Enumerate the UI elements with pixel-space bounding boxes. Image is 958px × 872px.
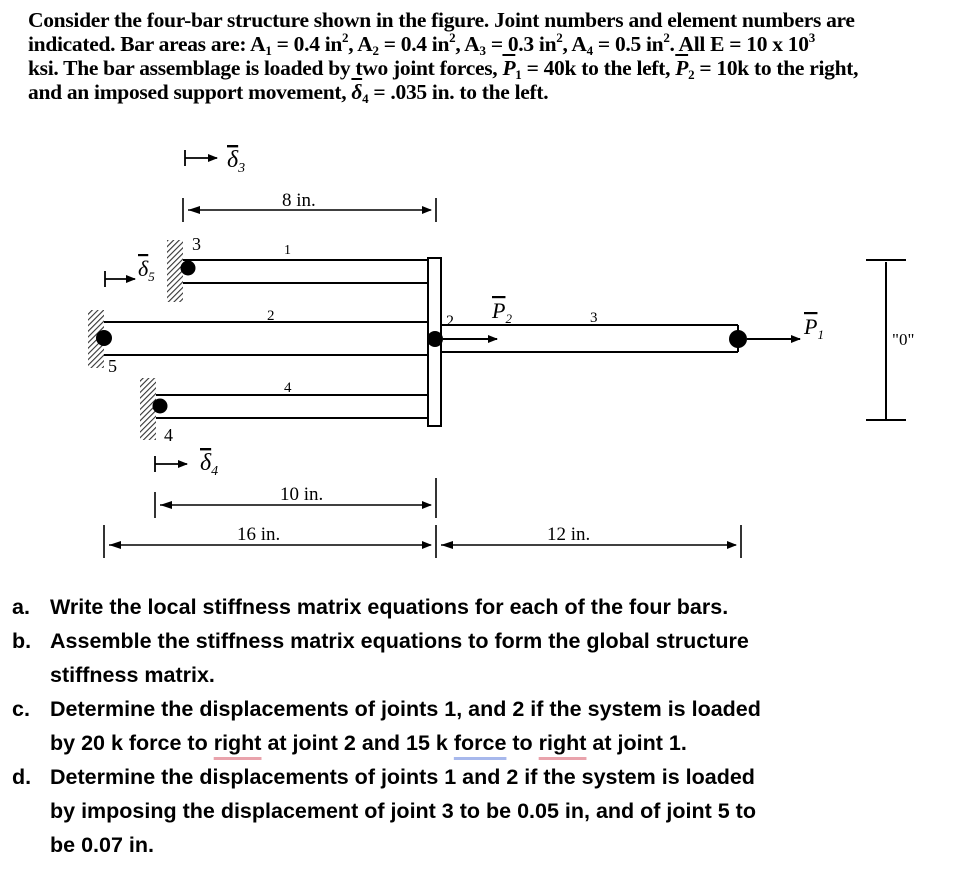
dimension-12in-label: 12 in. bbox=[547, 524, 591, 545]
element-label-2: 2 bbox=[267, 308, 275, 324]
intro-line-3: ksi. The bar assemblage is loaded by two joint forces, $\overline{P}_1 = 40k$ to the left, $\overline{P}_2 = 10k$ to the right, bbox=[28, 56, 859, 82]
question-b: b. Assemble the stiffness matrix equations to form the global structure stiffness matrix. bbox=[12, 629, 749, 687]
joint-label-4: 4 bbox=[164, 425, 173, 445]
spell-flag-right-1: right bbox=[213, 731, 262, 755]
delta-4-arrow bbox=[155, 456, 187, 472]
dimension-12in bbox=[441, 525, 741, 558]
delta-4-label: $\delta_4$ bbox=[200, 450, 219, 479]
intro-line-2: indicated. Bar areas are: $A_1 = 0.4$ $in^2$, $A_2 = 0.4$ $in^2$, $A_3 = 0.3$ $in^2$, $A_4 = 0.5$ $in^2$. All E = 10 x $10^3$ bbox=[28, 30, 815, 58]
question-c: c. Determine the displacements of joints 1, and 2 if the system is loaded by 20 k force to right at joint 2 and 15 k force to right at joint 1. bbox=[12, 697, 761, 755]
question-d: d. Determine the displacements of joints 1 and 2 if the system is loaded by imposing the displacement of joint 3 to be 0.05 in, and of joint 5 to be 0.07 in. bbox=[12, 765, 756, 857]
bar-4 bbox=[156, 395, 428, 418]
dimension-16in-label: 16 in. bbox=[237, 524, 281, 545]
spell-flag-right-2: right bbox=[538, 731, 587, 755]
delta-3-label: $\delta_3$ bbox=[227, 147, 246, 176]
force-p2-label: $P_2$ bbox=[492, 298, 512, 326]
joint-label-3: 3 bbox=[192, 234, 201, 254]
intro-line-1: Consider the four-bar structure shown in the figure. Joint numbers and element numbers are bbox=[28, 8, 855, 32]
joint-label-2: 2 bbox=[446, 313, 454, 330]
zero-label: "0" bbox=[892, 330, 915, 349]
joint-4-node bbox=[153, 399, 168, 414]
element-label-3: 3 bbox=[590, 310, 598, 326]
dimension-8in-label: 8 in. bbox=[282, 190, 316, 211]
element-label-1: 1 bbox=[284, 243, 291, 258]
question-list bbox=[12, 590, 942, 862]
bar-1 bbox=[183, 260, 428, 283]
joint-2-node bbox=[427, 331, 443, 347]
joint-5-node bbox=[96, 330, 112, 346]
grammar-flag-force: force bbox=[453, 731, 507, 755]
delta-5-label: $\delta_5$ bbox=[138, 256, 155, 284]
support-wall-3 bbox=[167, 240, 183, 302]
joint-3-node bbox=[181, 261, 196, 276]
dimension-10in-label: 10 in. bbox=[280, 484, 324, 505]
intro-line-4: and an imposed support movement, $\overline{\delta}_4 = .035$ in. to the left. bbox=[28, 80, 549, 106]
joint-label-5: 5 bbox=[108, 356, 117, 376]
delta-3-arrow bbox=[185, 150, 217, 166]
question-a: a. Write the local stiffness matrix equations for each of the four bars. bbox=[12, 595, 729, 619]
element-label-4: 4 bbox=[284, 380, 292, 396]
joint-1-node bbox=[729, 330, 747, 348]
delta-5-arrow bbox=[105, 271, 135, 287]
bar-2 bbox=[104, 322, 428, 355]
force-p1-label: $P_1$ bbox=[804, 314, 824, 342]
